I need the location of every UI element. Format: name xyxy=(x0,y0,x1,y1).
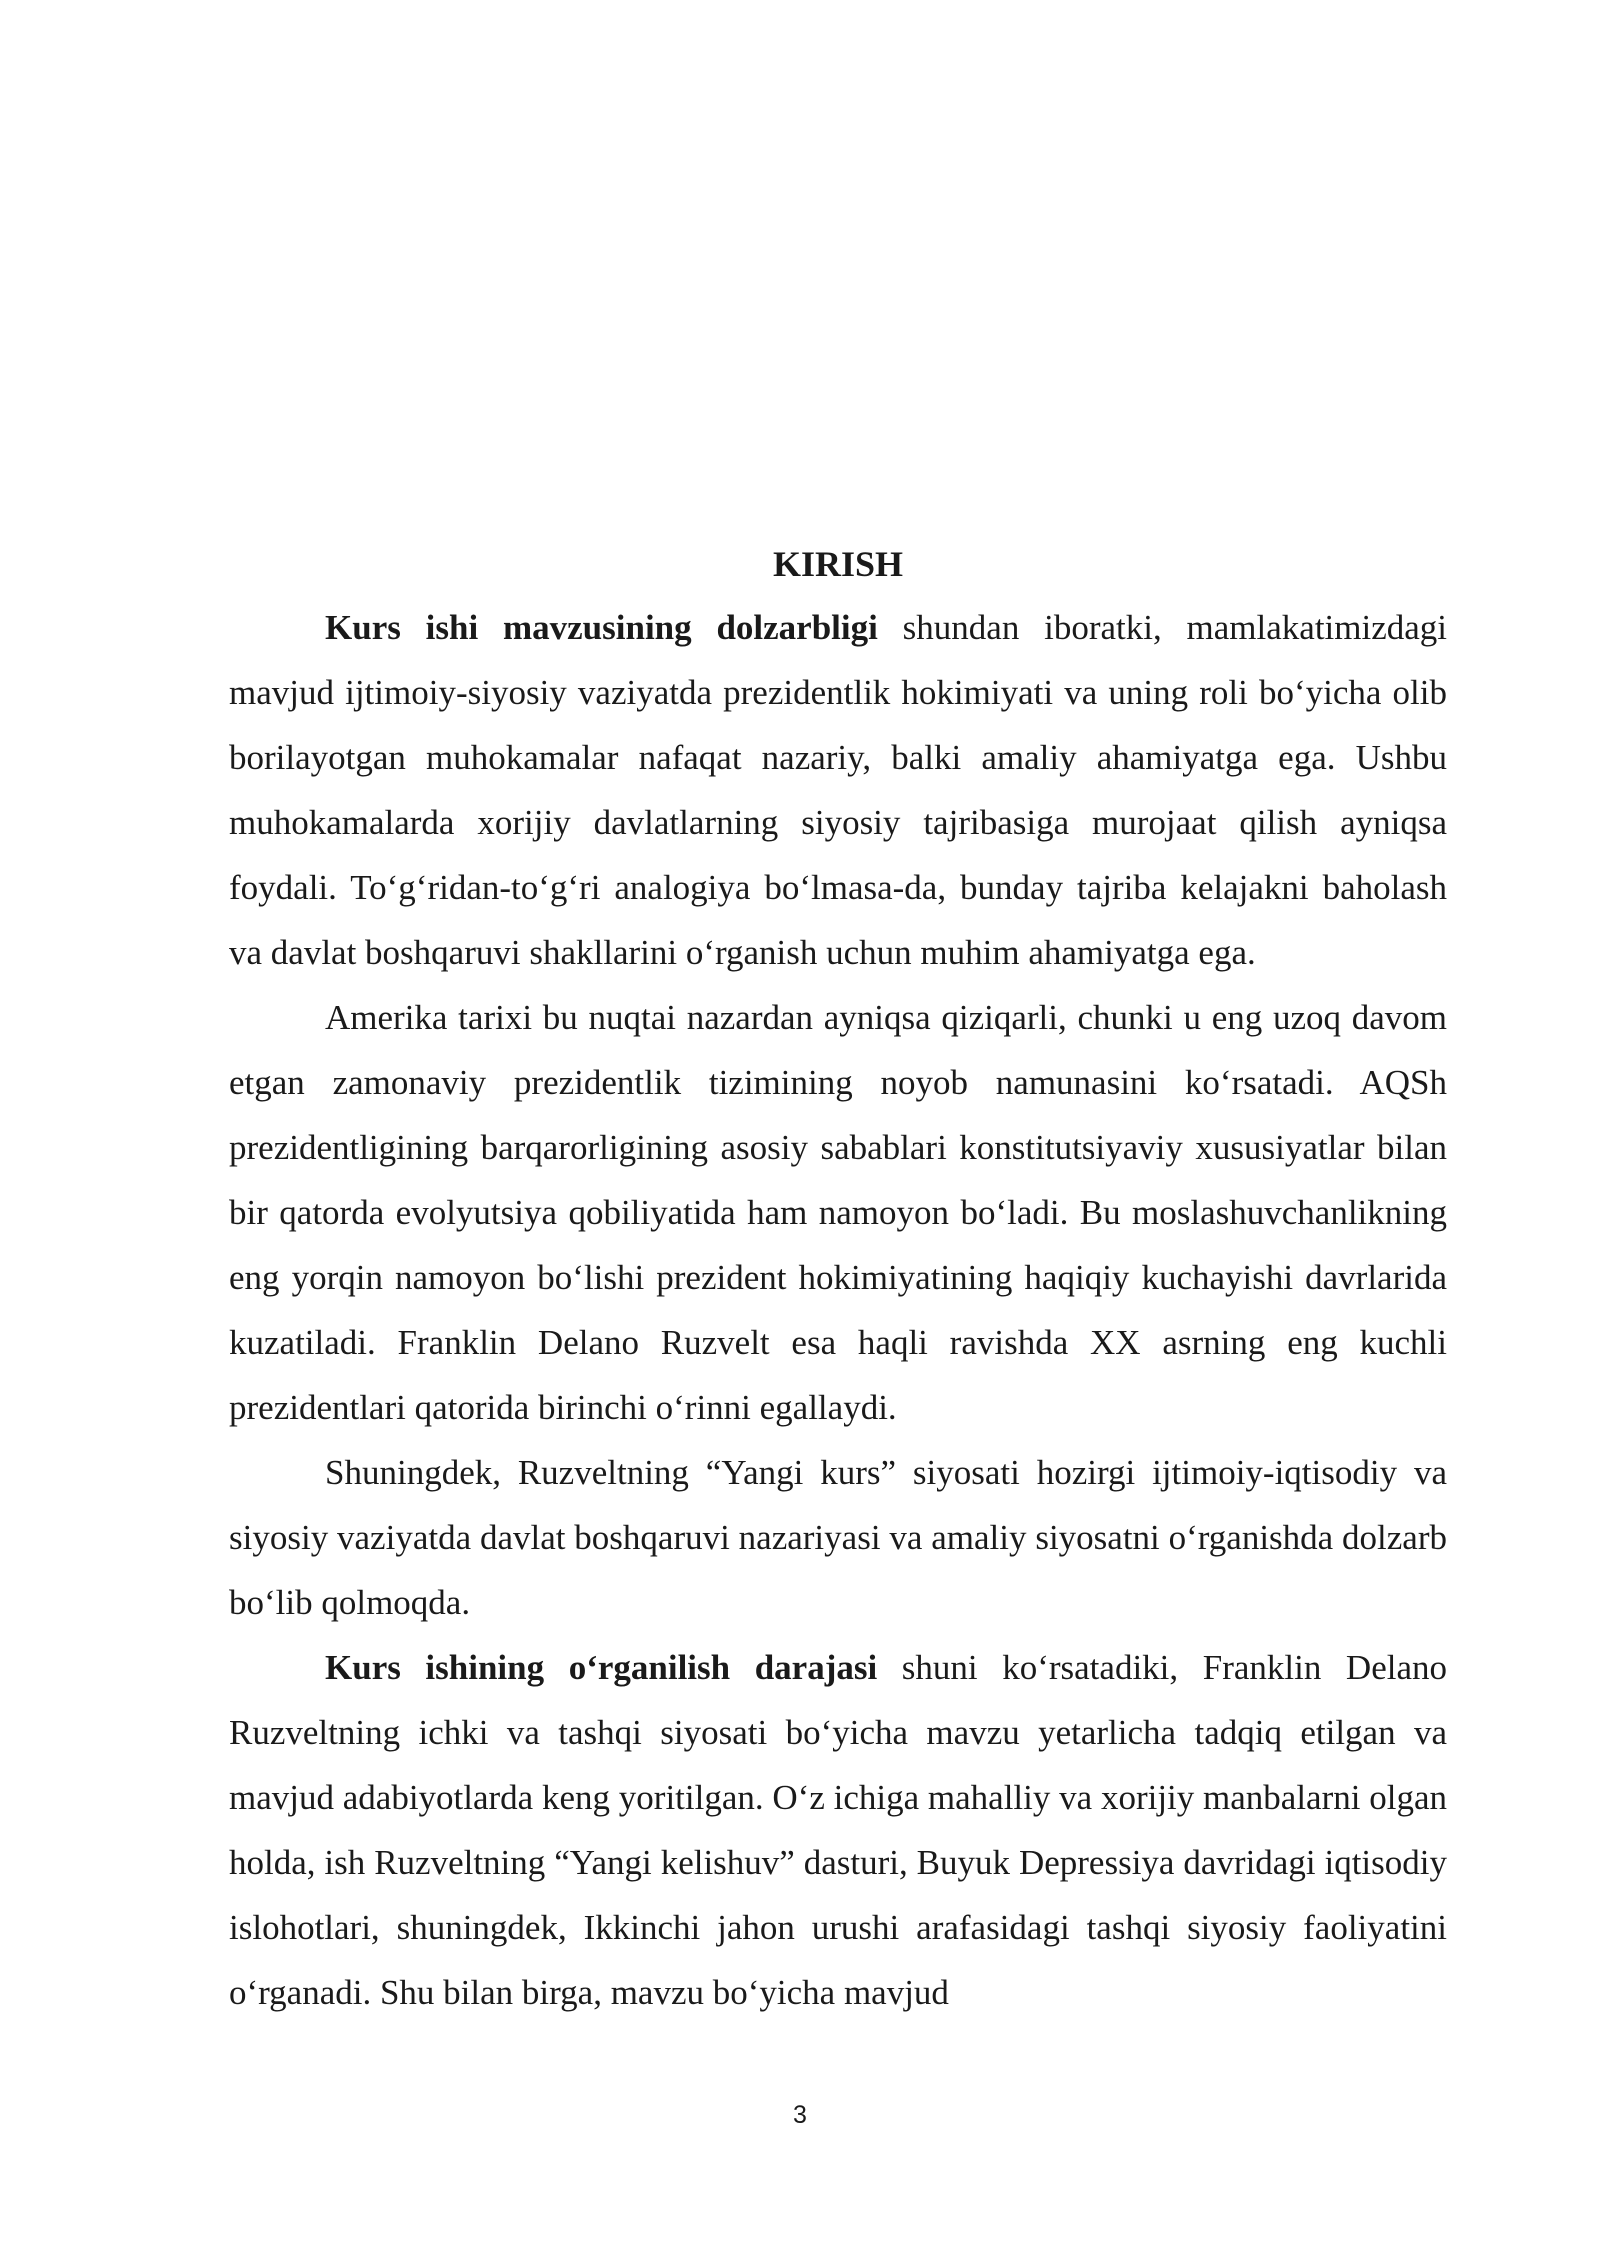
paragraph-body: Shuningdek, Ruzveltning “Yangi kurs” siyosati hozirgi ijtimoiy-iqtisodiy va siyosiy vaziyatda davlat boshqaruvi nazariyasi va amaliy siyosatni o‘rganishda dolzarb bo‘lib qolmoqda. xyxy=(229,1453,1447,1622)
paragraph-body: Amerika tarixi bu nuqtai nazardan ayniqsa qiziqarli, chunki u eng uzoq davom etgan zamonaviy prezidentlik tizimining noyob namunasini ko‘rsatadi. AQSh prezidentligining barqarorligining asosiy sabablari konstitutsiyaviy xususiyatlar bilan bir qatorda evolyutsiya qobiliyatida ham namoyon bo‘ladi. Bu moslashuvchanlikning eng yorqin namoyon bo‘lishi prezident hokimiyatining haqiqiy kuchayishi davrlarida kuzatiladi. Franklin Delano Ruzvelt esa haqli ravishda XX asrning eng kuchli prezidentlari qatorida birinchi o‘rinni egallaydi. xyxy=(229,998,1447,1427)
paragraph-new-deal xyxy=(229,1440,1447,1635)
paragraph-american-history xyxy=(229,985,1447,1440)
paragraph-relevance xyxy=(229,595,1447,985)
section-title: KIRISH xyxy=(772,544,904,584)
paragraph-study-level xyxy=(229,1635,1447,2025)
page-number: 3 xyxy=(793,2101,807,2129)
paragraph-body: shuni ko‘rsatadiki, Franklin Delano Ruzveltning ichki va tashqi siyosati bo‘yicha mavzu yetarlicha tadqiq etilgan va mavjud adabiyotlarda keng yoritilgan. O‘z ichiga mahalliy va xorijiy manbalarni olgan holda, ish Ruzveltning “Yangi kelishuv” dasturi, Buyuk Depressiya davridagi iqtisodiy islohotlari, shuningdek, Ikkinchi jahon urushi arafasidagi tashqi siyosiy faoliyatini o‘rganadi. Shu bilan birga, mavzu bo‘yicha mavjud xyxy=(229,1648,1447,2012)
paragraph-lead-bold: Kurs ishi mavzusining dolzarbligi xyxy=(325,608,878,647)
page-content xyxy=(229,538,1447,2025)
paragraph-body: shundan iboratki, mamlakatimizdagi mavjud ijtimoiy-siyosiy vaziyatda prezidentlik hokimiyati va uning roli bo‘yicha olib borilayotgan muhokamalar nafaqat nazariy, balki amaliy ahamiyatga ega. Ushbu muhokamalarda xorijiy davlatlarning siyosiy tajribasiga murojaat qilish ayniqsa foydali. To‘g‘ridan-to‘g‘ri analogiya bo‘lmasa-da, bunday tajriba kelajakni baholash va davlat boshqaruvi shakllarini o‘rganish uchun muhim ahamiyatga ega. xyxy=(229,608,1448,972)
paragraph-lead-bold: Kurs ishining o‘rganilish darajasi xyxy=(325,1648,878,1687)
